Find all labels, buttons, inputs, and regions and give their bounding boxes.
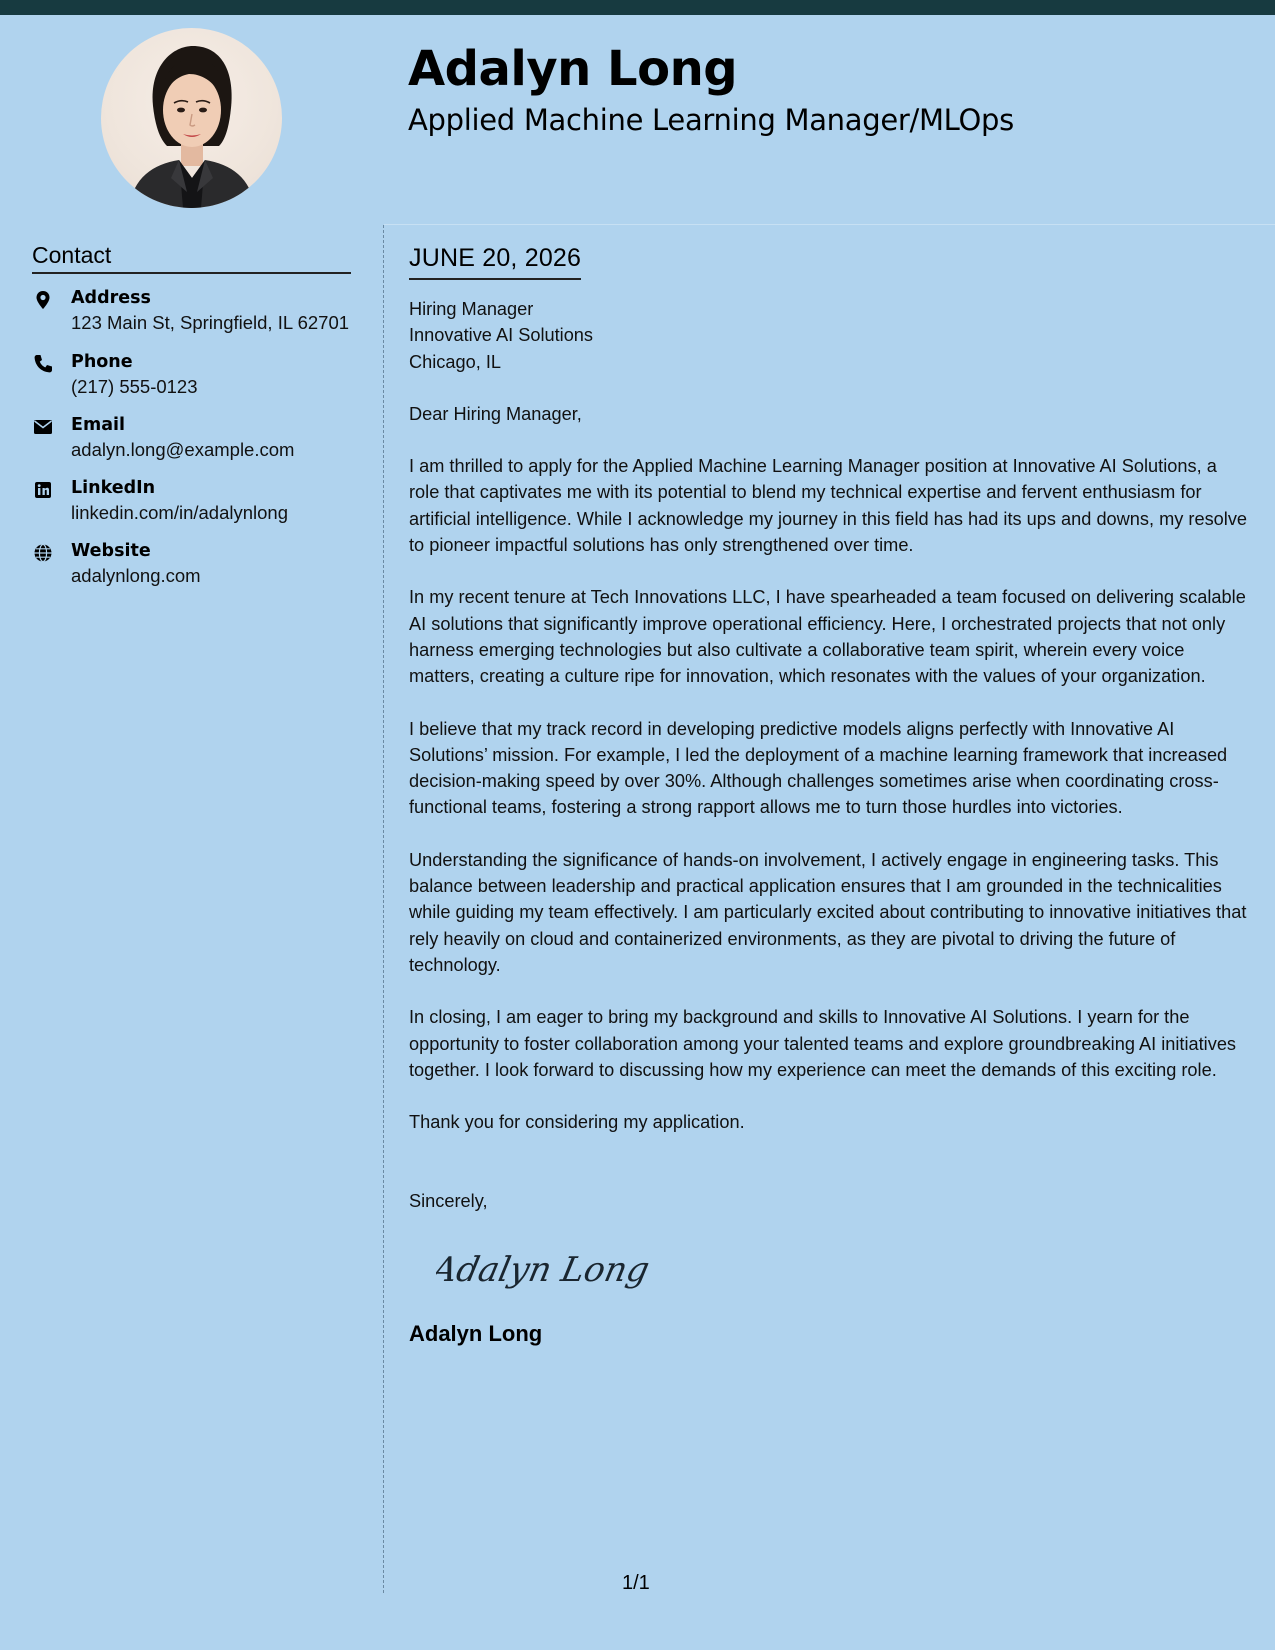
body-paragraph: In closing, I am eager to bring my background and skills to Innovative AI Solutions. I yearn for the opportunity to foster collaboration among your talented teams and explore groundbreaking AI initiatives together. I look forward to discussing how my experience can meet the demands of this exciting role. bbox=[409, 1007, 1237, 1080]
contact-label: LinkedIn bbox=[71, 478, 156, 498]
recipient-line: Chicago, IL bbox=[409, 351, 502, 372]
contact-label: Website bbox=[71, 541, 151, 561]
letter-date: JUNE 20, 2026 bbox=[409, 240, 581, 280]
signature-glyphs: Adalyn Long bbox=[436, 1250, 653, 1290]
page-number: 1/1 bbox=[622, 1572, 650, 1594]
header-divider bbox=[384, 224, 1275, 225]
top-accent-bar bbox=[0, 0, 1275, 15]
recipient-line: Innovative AI Solutions bbox=[409, 325, 594, 346]
contact-label: Email bbox=[71, 415, 125, 435]
body-paragraph: In my recent tenure at Tech Innovations LLC, I have spearheaded a team focused on delivering scalable AI solutions that significantly improve operational efficiency. Here, I orchestrated projects that not only harness emerging technologies but also cultivate a collaborative team spirit, wherein every voice matters, creating a culture ripe for innovation, which resonates with the values of your organization. bbox=[409, 587, 1246, 687]
map-pin-icon bbox=[32, 289, 54, 311]
contact-heading: Contact bbox=[32, 240, 351, 274]
profile-photo bbox=[101, 28, 282, 208]
body-paragraph: Thank you for considering my application. bbox=[409, 1112, 745, 1133]
linkedin-icon bbox=[32, 479, 54, 501]
contact-value[interactable]: linkedin.com/in/adalynlong bbox=[71, 502, 288, 523]
envelope-icon bbox=[32, 416, 54, 438]
contact-value: (217) 555-0123 bbox=[71, 376, 198, 397]
letter-body bbox=[409, 240, 1249, 1349]
signer-name: Adalyn Long bbox=[409, 1320, 543, 1346]
handwritten-signature bbox=[436, 1235, 676, 1305]
recipient-line: Hiring Manager bbox=[409, 299, 534, 319]
contact-value: 123 Main St, Springfield, IL 62701 bbox=[71, 312, 350, 333]
column-divider bbox=[383, 225, 384, 1593]
contact-label: Address bbox=[71, 288, 151, 308]
body-paragraph: I am thrilled to apply for the Applied Machine Learning Manager position at Innovative AI Solutions, a role that captivates me with its potential to blend my technical expertise and fervent enthusiasm for artificial intelligence. While I acknowledge my journey in this field has had its ups and downs, my resolve to pioneer impactful solutions has only strengthened over time. bbox=[409, 456, 1248, 556]
profile-photo-illustration bbox=[101, 28, 282, 208]
phone-icon bbox=[32, 353, 54, 375]
globe-icon bbox=[32, 542, 54, 564]
contact-value[interactable]: adalynlong.com bbox=[71, 565, 201, 586]
contact-value[interactable]: adalyn.long@example.com bbox=[71, 439, 295, 460]
candidate-name: Adalyn Long bbox=[408, 41, 738, 97]
salutation: Dear Hiring Manager, bbox=[409, 403, 582, 424]
contact-label: Phone bbox=[71, 352, 133, 372]
closing: Sincerely, bbox=[409, 1191, 488, 1212]
body-paragraph: I believe that my track record in developing predictive models aligns perfectly with Innovative AI Solutions’ mission. For example, I led the deployment of a machine learning framework that increased decision-making speed by over 30%. Although challenges sometimes arise when coordinating cross-functional teams, fostering a strong rapport allows me to turn those hurdles into victories. bbox=[409, 718, 1228, 818]
body-paragraph: Understanding the significance of hands-on involvement, I actively engage in engineering tasks. This balance between leadership and practical application ensures that I am grounded in the technicalities while guiding my team effectively. I am particularly excited about contributing to innovative initiatives that rely heavily on cloud and containerized environments, as they are pivotal to driving the future of technology. bbox=[409, 849, 1247, 975]
recipient-block bbox=[409, 296, 1249, 375]
candidate-title: Applied Machine Learning Manager/MLOps bbox=[408, 103, 1014, 137]
